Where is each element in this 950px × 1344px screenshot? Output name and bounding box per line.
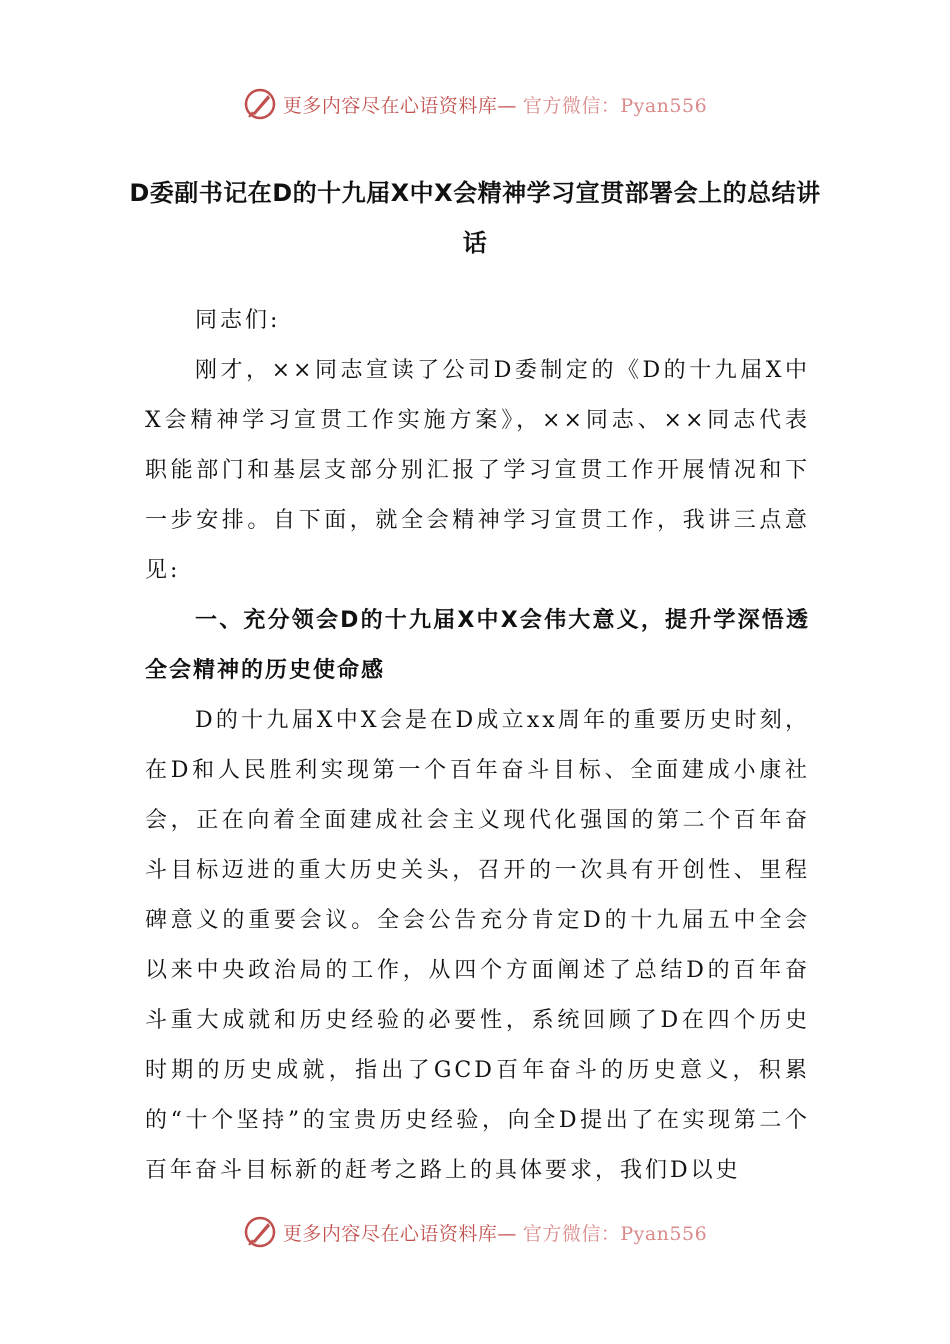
watermark-wechat: 官方微信：Pyan556	[522, 94, 708, 117]
quill-logo-icon	[243, 1215, 277, 1249]
watermark-wechat: 官方微信：Pyan556	[522, 1222, 708, 1245]
salutation: 同志们:	[195, 308, 281, 333]
watermark-text: 更多内容尽在心语资料库—	[282, 1222, 517, 1245]
paragraph: 刚才，××同志宣读了公司D委制定的《D的十九届X中X会精神学习宣贯工作实施方案》，××同志、××同志代表职能部门和基层支部分别汇报了学习宣贯工作开展情况和下一步安排。自下面，就全会精神学习宣贯工作，我讲三点意见:	[145, 358, 810, 583]
section-heading: 一、充分领会D的十九届X中X会伟大意义，提升学深悟透全会精神的历史使命感	[145, 608, 810, 683]
paragraph: D的十九届X中X会是在D成立xx周年的重要历史时刻，在D和人民胜利实现第一个百年奋斗目标、全面建成小康社会，正在向着全面建成社会主义现代化强国的第二个百年奋斗目标迈进的重大历史关头，召开的一次具有开创性、里程碑意义的重要会议。全会公告充分肯定D的十九届五中全会以来中央政治局的工作，从四个方面阐述了总结D的百年奋斗重大成就和历史经验的必要性，系统回顾了D在四个历史时期的历史成就，指出了GCD百年奋斗的历史意义，积累的“十个坚持”的宝贵历史经验，向全D提出了在实现第二个百年奋斗目标新的赶考之路上的具体要求，我们D以史	[145, 708, 810, 1183]
watermark-banner-bottom	[0, 1210, 950, 1254]
watermark-text: 更多内容尽在心语资料库—	[282, 94, 517, 117]
document-title: D委副书记在D的十九届X中X会精神学习宣贯部署会上的总结讲话	[129, 179, 821, 257]
quill-logo-icon	[243, 87, 277, 121]
watermark-banner-top	[0, 82, 950, 126]
document-body	[145, 296, 810, 1196]
